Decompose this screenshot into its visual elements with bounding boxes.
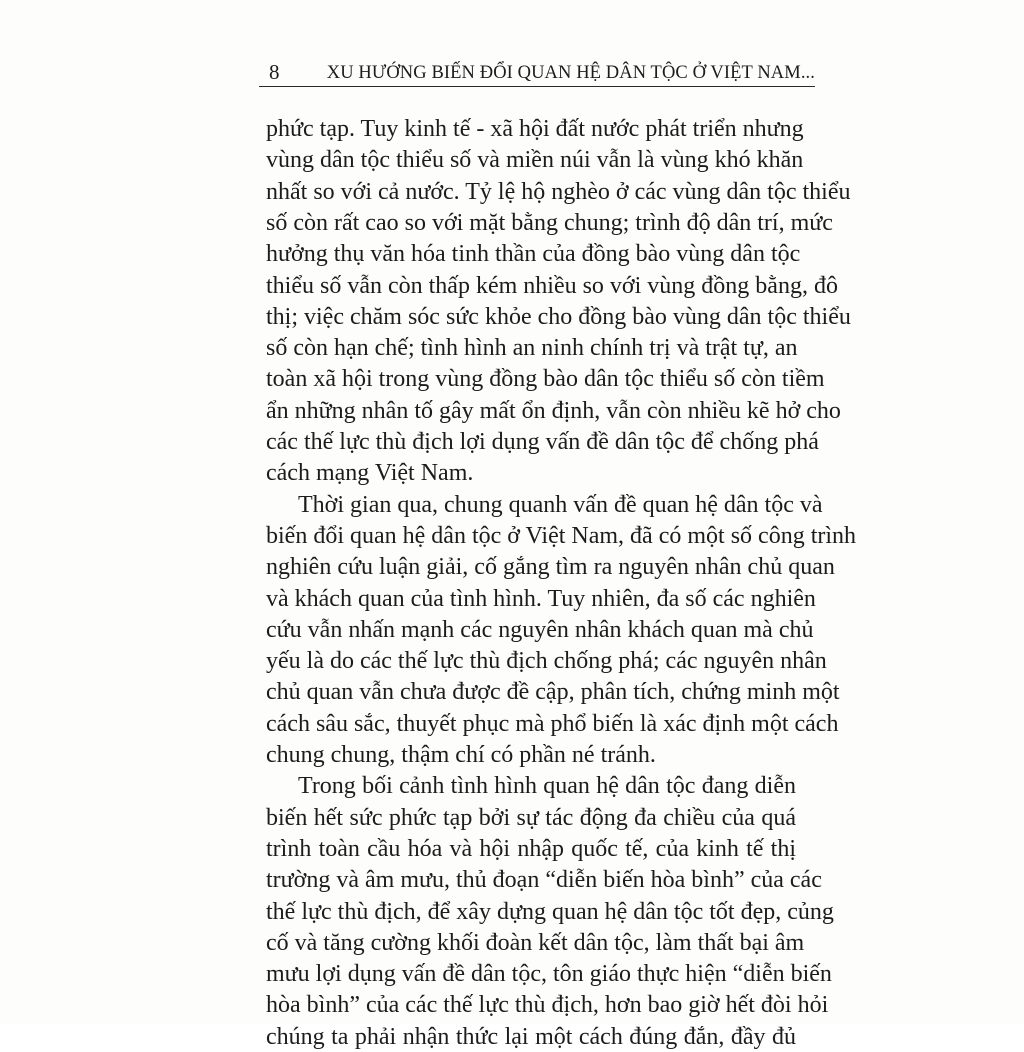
text-line: cố và tăng cường khối đoàn kết dân tộc, làm thất bại âm [266, 929, 805, 956]
text-line: các thế lực thù địch lợi dụng vấn đề dân tộc để chống phá [266, 429, 819, 455]
text-line: cứu vẫn nhấn mạnh các nguyên nhân khách quan mà chủ [266, 616, 814, 643]
text-line: và khách quan của tình hình. Tuy nhiên, đa số các nghiên [266, 585, 816, 612]
text-line: chúng ta phải nhận thức lại một cách đúng đắn, đầy đủ [266, 1023, 796, 1050]
text-line: ẩn những nhân tố gây mất ổn định, vẫn còn nhiều kẽ hở cho [266, 397, 841, 424]
text-line: cách sâu sắc, thuyết phục mà phổ biến là xác định một cách [266, 710, 839, 737]
running-header [259, 60, 815, 84]
running-title: XU HƯỚNG BIẾN ĐỔI QUAN HỆ DÂN TỘC Ở VIỆT NAM... [326, 63, 815, 83]
text-line: Thời gian qua, chung quanh vấn đề quan hệ dân tộc và [298, 491, 823, 518]
text-line: trình toàn cầu hóa và hội nhập quốc tế, của kinh tế thị [266, 835, 796, 862]
page-number: 8 [269, 60, 280, 84]
text-line: biến đổi quan hệ dân tộc ở Việt Nam, đã có một số công trình [266, 522, 857, 549]
text-line: hòa bình” của các thế lực thù địch, hơn bao giờ hết đòi hỏi [266, 992, 829, 1019]
text-line: vùng dân tộc thiểu số và miền núi vẫn là vùng khó khăn [266, 147, 804, 174]
text-line: chung chung, thậm chí có phần né tránh. [266, 742, 656, 768]
text-line: chủ quan vẫn chưa được đề cập, phân tích, chứng minh một [266, 679, 840, 706]
text-line: phức tạp. Tuy kinh tế - xã hội đất nước phát triển nhưng [266, 116, 804, 142]
text-line: nhất so với cả nước. Tỷ lệ hộ nghèo ở các vùng dân tộc thiểu [266, 178, 851, 205]
text-line: mưu lợi dụng vấn đề dân tộc, tôn giáo thực hiện “diễn biến [266, 961, 832, 988]
text-line: trường và âm mưu, thủ đoạn “diễn biến hòa bình” của các [266, 867, 822, 894]
text-line: hưởng thụ văn hóa tinh thần của đồng bào vùng dân tộc [266, 241, 801, 268]
text-line: toàn xã hội trong vùng đồng bào dân tộc thiểu số còn tiềm [266, 366, 825, 393]
text-line: biến hết sức phức tạp bởi sự tác động đa chiều của quá [266, 804, 796, 831]
text-line: nghiên cứu luận giải, cố gắng tìm ra nguyên nhân chủ quan [266, 554, 835, 581]
text-line: thế lực thù địch, để xây dựng quan hệ dân tộc tốt đẹp, củng [266, 898, 834, 925]
text-line: cách mạng Việt Nam. [266, 460, 474, 487]
text-line: số còn rất cao so với mặt bằng chung; trình độ dân trí, mức [266, 209, 833, 236]
header-rule [259, 86, 815, 87]
text-line: yếu là do các thế lực thù địch chống phá; các nguyên nhân [266, 648, 827, 675]
text-line: thị; việc chăm sóc sức khỏe cho đồng bào vùng dân tộc thiểu [266, 303, 851, 330]
text-line: số còn hạn chế; tình hình an ninh chính trị và trật tự, an [266, 335, 798, 362]
text-line: Trong bối cảnh tình hình quan hệ dân tộc đang diễn [298, 773, 796, 800]
text-line: thiểu số vẫn còn thấp kém nhiều so với vùng đồng bằng, đô [266, 272, 838, 299]
